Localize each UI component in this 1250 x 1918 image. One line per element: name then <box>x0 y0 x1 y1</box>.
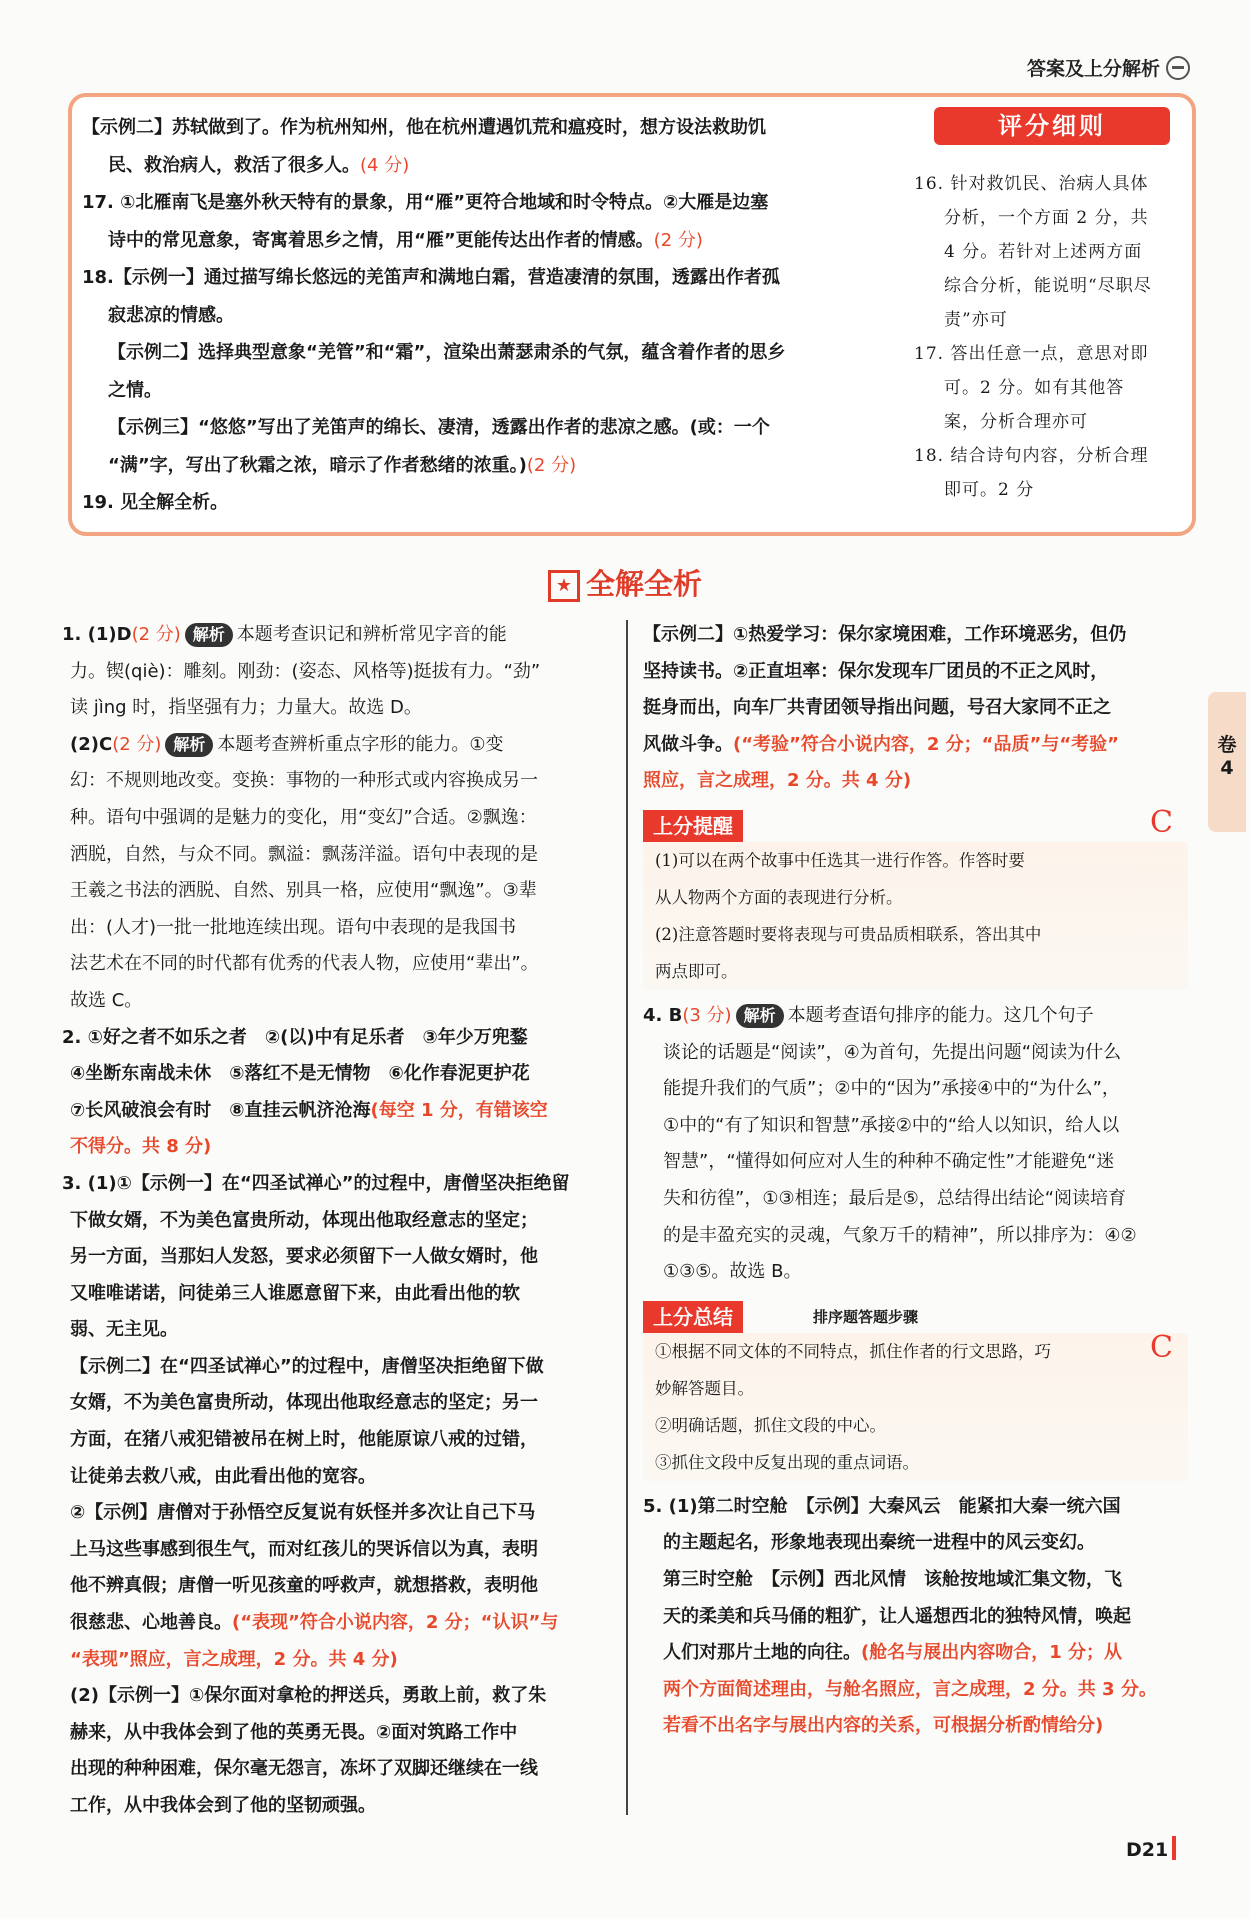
answer-line-text: 19. 见全解全析。 <box>82 492 229 513</box>
answer-line-text: 之情。 <box>108 379 162 401</box>
r1-line: 坚持读书。②正直坦率：保尔发现车厂团员的不正之风时， <box>643 660 1109 682</box>
q3-line-13: 很慈悲、心地善良。 <box>70 1612 232 1634</box>
q5-score-3: 若看不出名字与展出内容的关系，可根据分析酌情给分) <box>663 1715 1104 1737</box>
q3b-lines <box>62 1678 607 1824</box>
column-divider <box>626 620 628 1815</box>
score-rule-line: 17. 答出任意一点，意思对即 <box>914 344 1149 364</box>
minus-circle-icon <box>1166 56 1190 80</box>
answer-line <box>82 222 872 260</box>
q5-line: 第三时空舱 【示例】西北风情 该舱按地域汇集文物，飞 <box>663 1568 1122 1590</box>
q4-line: 谈论的话题是“阅读”，④为首句，先提出问题“阅读为什么 <box>663 1041 1122 1063</box>
tip-reminder-title: 上分提醒 <box>643 810 743 842</box>
q5-lines <box>643 1489 1188 1635</box>
score-rule-line: 18. 结合诗句内容，分析合理 <box>914 446 1149 466</box>
q1a-lines <box>62 654 607 727</box>
q5-score-2: 两个方面简述理由，与舱名照应，言之成理，2 分。共 3 分。 <box>663 1678 1157 1700</box>
q3-line: 让徒弟去救八戒，由此看出他的宽容。 <box>70 1465 376 1487</box>
answer-line-score: (4 分) <box>360 154 410 176</box>
star-icon: ★ <box>548 570 580 602</box>
q3-line: 下做女婿，不为美色富贵所动，体现出他取经意志的坚定； <box>70 1209 538 1231</box>
q1b-line: 法艺术在不同的时代都有优秀的代表人物，应使用“辈出”。 <box>70 953 539 975</box>
tip-line: 妙解答题目。 <box>655 1378 754 1398</box>
q3-line: 方面，在猪八戒犯错被吊在树上时，他能原谅八戒的过错， <box>70 1429 538 1451</box>
q1b-score: (2 分) <box>112 733 162 755</box>
tip-summary-lines <box>643 1333 1188 1481</box>
q3-lines <box>62 1166 607 1605</box>
q3-score: (“表现”符合小说内容，2 分；“认识”与 <box>232 1612 559 1634</box>
q4-lines <box>643 1035 1188 1291</box>
score-rule-line: 16. 针对救饥民、治病人具体 <box>914 174 1149 194</box>
bracket-c-icon: C <box>1150 805 1173 840</box>
q3-line: ②【示例】唐僧对于孙悟空反复说有妖怪并多次让自己下马 <box>70 1502 536 1524</box>
q2-line: ④坐断东南战未休 ⑤落红不是无情物 ⑥化作春泥更护花 <box>70 1063 530 1085</box>
answer-line <box>82 372 872 410</box>
q2-score: (每空 1 分，有错该空 <box>370 1099 548 1121</box>
q1b-line: 出：(人才)一批一批地连续出现。语句中表现的是我国书 <box>70 916 517 938</box>
q3-line: 3. (1)①【示例一】在“四圣试禅心”的过程中，唐僧坚决拒绝留 <box>62 1172 570 1194</box>
bracket-c-icon: C <box>1150 1330 1173 1365</box>
q4-line: 失和彷徨”，①③相连；最后是⑤，总结得出结论“阅读培育 <box>663 1187 1127 1209</box>
score-rule-line: 案，分析合理亦可 <box>944 412 1088 432</box>
right-column <box>643 617 1188 1745</box>
answer-line <box>82 259 872 297</box>
r1-line: 【示例二】①热爱学习：保尔家境困难，工作环境恶劣，但仍 <box>643 624 1127 645</box>
analysis-tag: 解析 <box>185 623 233 647</box>
tip-reminder-lines <box>643 842 1188 990</box>
tip-line: 从人物两个方面的表现进行分析。 <box>655 887 903 907</box>
analysis-tag: 解析 <box>736 1004 784 1028</box>
page-number <box>1126 1836 1176 1861</box>
answer-line-text: 【示例二】选择典型意象“羌管”和“霜”，渲染出萧瑟肃杀的气氛，蕴含着作者的思乡 <box>108 342 786 363</box>
left-column <box>62 617 607 1825</box>
score-rules-content <box>914 167 1184 507</box>
header-title: 答案及上分解析 <box>1026 58 1160 80</box>
q3-line: 上马这些事感到很生气，而对红孩儿的哭诉信以为真，表明 <box>70 1538 538 1560</box>
q3-score-2: “表现”照应，言之成理，2 分。共 4 分) <box>70 1648 398 1670</box>
page-number-text: D21 <box>1126 1839 1169 1861</box>
q3b-line: 赫来，从中我体会到了他的英勇无畏。②面对筑路工作中 <box>70 1721 518 1743</box>
score-rule-line: 4 分。若针对上述两方面 <box>944 242 1143 262</box>
answer-line-text: “满”字，写出了秋霜之浓，暗示了作者愁绪的浓重。) <box>108 454 527 476</box>
q4-line: 的是丰盈充实的灵魂，气象万千的精神”，所以排序为：④② <box>663 1224 1137 1246</box>
answer-line-text: 18.【示例一】通过描写绵长悠远的羌笛声和满地白霜，营造凄清的氛围，透露出作者孤 <box>82 267 780 288</box>
q1b-lines <box>62 763 607 1019</box>
q3-line: 弱、无主见。 <box>70 1319 178 1341</box>
tip-summary-title: 上分总结 <box>643 1301 743 1333</box>
q1a-score: (2 分) <box>131 624 181 645</box>
q4-line: ①中的“有了知识和智慧”承接②中的“给人以知识，给人以 <box>663 1114 1120 1136</box>
answer-line <box>82 147 872 185</box>
answer-line-score: (2 分) <box>653 229 703 251</box>
tip-line: ③抓住文段中反复出现的重点词语。 <box>655 1452 919 1472</box>
tip-line: ①根据不同文体的不同特点，抓住作者的行文思路，巧 <box>655 1341 1051 1361</box>
analysis-tag: 解析 <box>165 733 213 757</box>
q5-score: (舱名与展出内容吻合，1 分；从 <box>861 1642 1123 1664</box>
answer-line-text: 【示例二】苏轼做到了。作为杭州知州，他在杭州遭遇饥荒和瘟疫时，想方设法救助饥 <box>82 117 766 138</box>
tip-box-reminder <box>643 810 1188 990</box>
score-rule-line: 可。2 分。如有其他答 <box>944 378 1125 398</box>
answer-box <box>68 93 1196 536</box>
q5-line: 的主题起名，形象地表现出秦统一进程中的风云变幻。 <box>663 1532 1095 1554</box>
tip-box-summary <box>643 1301 1188 1481</box>
q4-score: (3 分) <box>682 1004 732 1026</box>
q1b-line: 王羲之书法的洒脱、自然、别具一格，应使用“飘逸”。③辈 <box>70 880 537 902</box>
q5-line: 天的柔美和兵马俑的粗犷，让人遥想西北的独特风情，唤起 <box>663 1605 1131 1627</box>
answer-line <box>82 297 872 335</box>
q1a-line: 读 jìng 时，指坚强有力；力量大。故选 D。 <box>70 697 422 719</box>
answer-box-content <box>82 109 872 522</box>
q1b-line: 幻：不规则地改变。变换：事物的一种形式或内容换成另一 <box>70 770 538 792</box>
section-title <box>0 562 1250 603</box>
q3b-line: 出现的种种困难，保尔毫无怨言，冻坏了双脚还继续在一线 <box>70 1758 538 1780</box>
r1-score-2: 照应，言之成理，2 分。共 4 分) <box>643 770 912 792</box>
q1b-text: 本题考查辨析重点字形的能力。①变 <box>217 733 504 755</box>
q5-line: 5. (1)第二时空舱 【示例】大秦风云 能紧扣大秦一统六国 <box>643 1495 1121 1517</box>
tip-line: (2)注意答题时要将表现与可贵品质相联系，答出其中 <box>655 924 1042 944</box>
tip-line: (1)可以在两个故事中任选其一进行作答。作答时要 <box>655 850 1025 870</box>
answer-line-score: (2 分) <box>526 454 577 476</box>
answer-line <box>82 484 872 522</box>
score-rule-line: 即可。2 分 <box>944 480 1035 500</box>
q3b-line: 工作，从中我体会到了他的坚韧顽强。 <box>70 1795 376 1816</box>
section-title-text: 全解全析 <box>585 567 702 601</box>
score-rule-line: 综合分析，能说明“尽职尽 <box>944 276 1152 296</box>
q2-last: ⑦长风破浪会有时 ⑧直挂云帆济沧海 <box>70 1099 371 1121</box>
tip-line: 两点即可。 <box>655 961 738 981</box>
answer-line-text: 诗中的常见意象，寄寓着思乡之情，用“雁”更能传达出作者的情感。 <box>108 229 654 251</box>
answer-line <box>82 184 872 222</box>
r1-score: (“考验”符合小说内容，2 分；“品质”与“考验” <box>733 733 1119 755</box>
volume-label: 卷 <box>1217 734 1237 756</box>
q1b-line: 洒脱，自然，与众不同。飘溢：飘荡洋溢。语句中表现的是 <box>70 843 538 865</box>
q4-line: 能提升我们的气质”；②中的“因为”承接④中的“为什么”， <box>663 1078 1120 1100</box>
q3-line: 另一方面，当那妇人发怒，要求必须留下一人做女婿时，他 <box>70 1246 538 1268</box>
answer-line <box>82 334 872 372</box>
q2-lines <box>62 1020 607 1093</box>
q1b-number: (2)C <box>70 733 113 755</box>
q2-line: 2. ①好之者不如乐之者 ②(以)中有足乐者 ③年少万兜鍪 <box>62 1026 528 1048</box>
answer-line-text: 民、救治病人，救活了很多人。 <box>108 154 360 176</box>
r1-line: 挺身而出，向车厂共青团领导指出问题，号召大家同不正之 <box>643 697 1111 719</box>
q1b-line: 种。语句中强调的是魅力的变化，用“变幻”合适。②飘逸： <box>70 806 537 828</box>
q4-line: ①③⑤。故选 B。 <box>663 1261 802 1283</box>
r1-lines <box>643 617 1188 727</box>
q4-text: 本题考查语句排序的能力。这几个句子 <box>787 1004 1094 1026</box>
score-rule-line: 责”亦可 <box>944 310 1008 330</box>
score-rule-line: 分析，一个方面 2 分，共 <box>944 208 1149 228</box>
q2-score-2: 不得分。共 8 分) <box>70 1136 212 1158</box>
q1b-line: 故选 C。 <box>70 989 143 1011</box>
q3-line: 他不辨真假；唐僧一听见孩童的呼救声，就想搭救，表明他 <box>70 1575 538 1597</box>
q3b-line: (2)【示例一】①保尔面对拿枪的押送兵，勇敢上前，救了朱 <box>70 1685 547 1707</box>
answer-line <box>82 109 872 147</box>
q3-line: 女婿，不为美色富贵所动，体现出他取经意志的坚定；另一 <box>70 1392 538 1414</box>
volume-side-tab <box>1208 692 1246 832</box>
answer-line <box>82 409 872 447</box>
tip-line: ②明确话题，抓住文段的中心。 <box>655 1415 886 1435</box>
volume-number: 4 <box>1220 757 1234 779</box>
page-header <box>1027 54 1190 81</box>
answer-line-text: 【示例三】“悠悠”写出了羌笛声的绵长、凄清，透露出作者的悲凉之感。(或：一个 <box>108 417 770 438</box>
q4-number: 4. B <box>643 1004 683 1026</box>
answer-line-text: 17. ①北雁南飞是塞外秋天特有的景象，用“雁”更符合地域和时令特点。②大雁是边塞 <box>82 192 769 213</box>
score-rules-title: 评分细则 <box>934 107 1170 145</box>
q1a-line: 力。锲(qiè)：雕刻。刚劲：(姿态、风格等)挺拔有力。“劲” <box>70 660 541 682</box>
answer-line-text: 寂悲凉的情感。 <box>108 304 234 326</box>
r1-line-4: 风做斗争。 <box>643 733 733 755</box>
q3-line: 又唯唯诺诺，问徒弟三人谁愿意留下来，由此看出他的软 <box>70 1282 520 1304</box>
q1a-number: 1. (1)D <box>62 624 132 645</box>
tip-summary-subtitle: 排序题答题步骤 <box>813 1307 919 1326</box>
q5-line-5: 人们对那片土地的向往。 <box>663 1642 861 1664</box>
q4-line: 智慧”，“懂得如何应对人生的种种不确定性”才能避免“迷 <box>663 1151 1115 1173</box>
q1a-text: 本题考查识记和辨析常见字音的能 <box>236 624 507 645</box>
answer-line <box>82 447 872 485</box>
q3-line: 【示例二】在“四圣试禅心”的过程中，唐僧坚决拒绝留下做 <box>70 1355 544 1377</box>
